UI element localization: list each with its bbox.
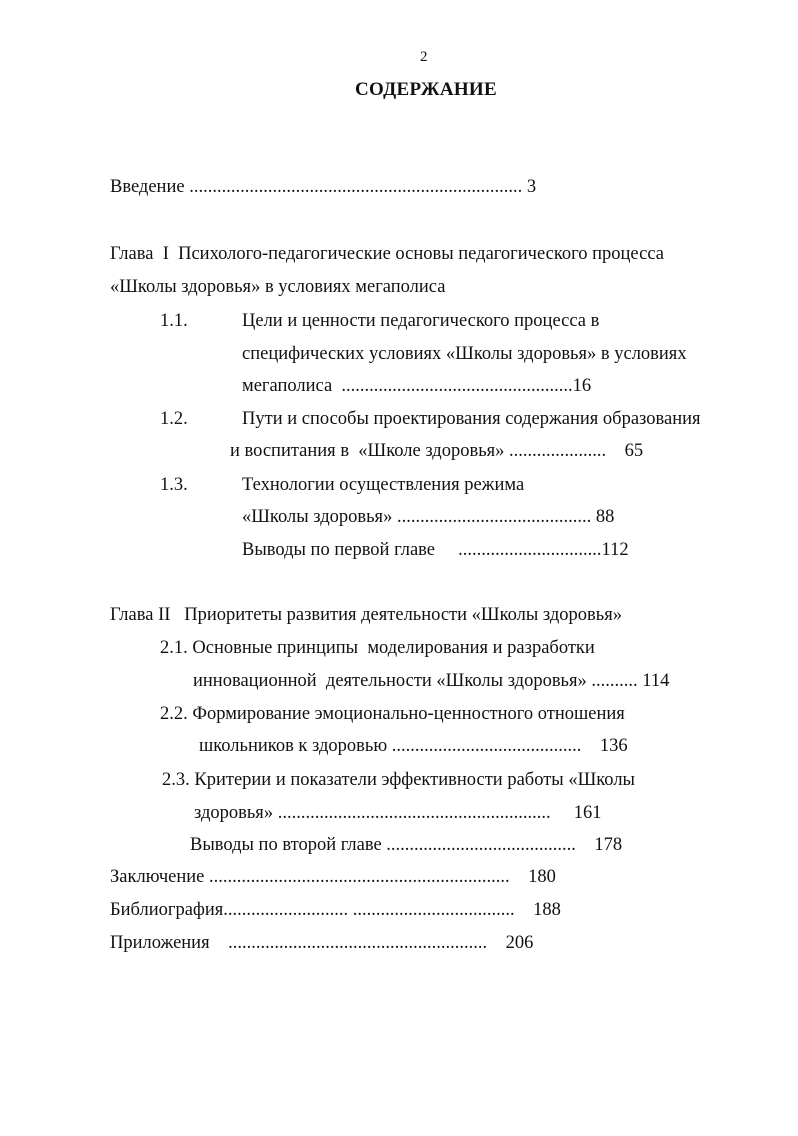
toc-entry-introduction: Введение ........................................................................ 3 [110, 177, 537, 197]
toc-chapter-1-line-2: «Школы здоровья» в условиях мегаполиса [110, 277, 446, 297]
page-title: СОДЕРЖАНИЕ [355, 79, 497, 100]
toc-section-1-1-line-2: специфических условиях «Школы здоровья» в условиях [242, 344, 687, 364]
toc-section-2-2-line-2: школьников к здоровью ......................................... 136 [199, 736, 628, 756]
toc-section-2-1-line-2: инновационной деятельности «Школы здоровья» .......... 114 [193, 671, 670, 691]
toc-section-1-3-line-1: Технологии осуществления режима [242, 475, 525, 495]
toc-section-1-2-number: 1.2. [160, 409, 188, 429]
toc-section-2-3-line-1: 2.3. Критерии и показатели эффективности работы «Школы [162, 770, 635, 790]
toc-section-1-1-number: 1.1. [160, 311, 188, 331]
toc-entry-conclusion: Заключение ................................................................. 180 [110, 867, 556, 887]
toc-entry-bibliography: Библиография........................... ................................... 188 [110, 900, 561, 920]
toc-section-2-1-line-1: 2.1. Основные принципы моделирования и разработки [160, 638, 595, 658]
toc-section-2-3-line-2: здоровья» ........................................................... 161 [194, 803, 602, 823]
toc-entry-appendices: Приложения ........................................................ 206 [110, 933, 534, 953]
toc-section-1-1-line-3: мегаполиса ..................................................16 [242, 376, 592, 396]
toc-section-1-2-line-2: и воспитания в «Школе здоровья» ..................... 65 [230, 441, 644, 461]
toc-section-1-3-line-2: «Школы здоровья» .......................................... 88 [242, 507, 615, 527]
page-number: 2 [420, 49, 428, 65]
toc-section-1-2-line-1: Пути и способы проектирования содержания образования [242, 409, 701, 429]
toc-section-1-1-line-1: Цели и ценности педагогического процесса в [242, 311, 600, 331]
toc-chapter-1-line-1: Глава I Психолого-педагогические основы педагогического процесса [110, 244, 664, 264]
toc-section-1-3-line-3: Выводы по первой главе ...............................112 [242, 540, 629, 560]
toc-section-2-3-line-3: Выводы по второй главе ......................................... 178 [190, 835, 623, 855]
toc-section-1-3-number: 1.3. [160, 475, 188, 495]
toc-chapter-2: Глава II Приоритеты развития деятельности «Школы здоровья» [110, 605, 622, 625]
toc-section-2-2-line-1: 2.2. Формирование эмоционально-ценностного отношения [160, 704, 625, 724]
